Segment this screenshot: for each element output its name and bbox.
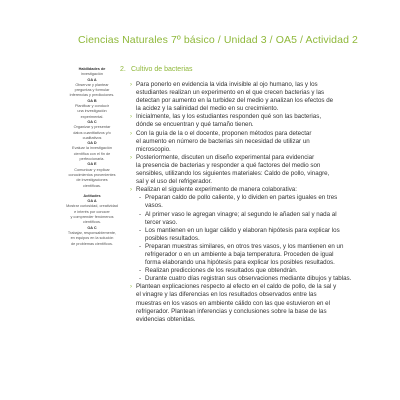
chevron-right-icon: › <box>130 154 132 161</box>
step-text: la acidez y la salinidad del medio en su crecimiento. <box>136 105 279 113</box>
step-text: dónde se encuentran y qué tamaño tienen. <box>136 121 254 129</box>
substep-text: Preparan caldo de pollo caliente, y lo dividen en partes iguales en tres <box>145 194 338 202</box>
sidebar-heading: OA B <box>87 98 97 103</box>
step-text: muestras en los vasos en ambiente cálido con las que estuvieron en el <box>136 299 330 307</box>
step-text: Plantean explicaciones respecto al efecto en el caldo de pollo, de la sal y <box>136 283 337 291</box>
substep-text: Durante cuatro días registran sus observaciones mediante dibujos y tablas. <box>145 275 352 283</box>
activity-step <box>120 186 358 194</box>
learning-objectives-sidebar <box>66 67 118 247</box>
dash-icon: - <box>139 226 142 234</box>
step-text: refrigerador. Plantean inferencias y conclusiones sobre la base de las <box>136 307 327 315</box>
dash-icon: - <box>139 210 142 218</box>
section-number: 2. <box>120 66 126 73</box>
step-text: el vinagre y las diferencias en los resultados observados entre las <box>136 291 317 299</box>
sidebar-text: una investigación <box>77 109 107 114</box>
dash-icon: - <box>139 275 142 283</box>
step-text: el aumento en número de bacterias sin necesidad de utilizar un <box>136 137 310 145</box>
sidebar-text: perfeccionarla. <box>79 157 105 162</box>
experiment-substep <box>120 227 358 243</box>
sidebar-heading: Habilidades de <box>78 67 106 71</box>
sidebar-text: y comprender fenómenos <box>70 215 114 220</box>
substep-text: posibles resultados. <box>145 234 200 242</box>
substep-text: Preparan muestras similares, en otros tres vasos, y los mantienen en un <box>145 242 344 250</box>
sidebar-heading: Actitudes <box>83 193 101 198</box>
dash-icon: - <box>139 242 142 250</box>
step-text: sal y el uso del refrigerador. <box>136 178 213 186</box>
sidebar-text: conocimientos provenientes <box>68 172 116 177</box>
sidebar-text: Comunicar y explicar <box>74 167 110 172</box>
sidebar-heading: OA A <box>87 77 97 82</box>
substep-text: Realizan predicciones de los resultados que obtendrán. <box>145 267 298 275</box>
activity-step <box>120 154 358 186</box>
step-text: Con la guía de la o el docente, proponen métodos para detectar <box>136 129 312 137</box>
activity-step <box>120 283 358 323</box>
sidebar-text: Planificar y conducir <box>75 104 109 109</box>
sidebar-text: Evaluar la investigación <box>72 146 112 151</box>
sidebar-text: investigación <box>81 72 103 77</box>
substep-text: vasos. <box>145 202 163 210</box>
sidebar-text: científicos. <box>83 220 101 225</box>
step-text: detectan por aumento en la turbidez del medio y analizan los efectos de <box>136 97 334 105</box>
step-text: Inicialmente, las y los estudiantes responden qué son las bacterias, <box>136 113 322 121</box>
substep-text: Al primer vaso le agregan vinagre; al segundo le añaden sal y nada al <box>145 210 337 218</box>
sidebar-heading: OA C <box>87 119 97 124</box>
step-text: sensibles, utilizando los siguientes materiales: Caldo de pollo, vinagre, <box>136 170 330 178</box>
sidebar-text: científicas. <box>83 183 101 188</box>
activity-step <box>120 130 358 154</box>
chevron-right-icon: › <box>130 130 132 137</box>
substep-text: Los mantienen en un lugar cálido y elaboran hipótesis para explicar los <box>145 226 340 234</box>
sidebar-text: inferencias y predicciones. <box>69 93 115 98</box>
experiment-substep <box>120 211 358 227</box>
step-text: evidencias obtenidas. <box>136 315 196 323</box>
substep-text: forma elaborando una hipótesis para explicar los posibles resultados. <box>145 259 335 267</box>
activity-steps-list <box>120 81 358 324</box>
sidebar-text: preguntas y formular <box>74 88 110 93</box>
chevron-right-icon: › <box>130 187 132 194</box>
page-title: Ciencias Naturales 7º básico / Unidad 3 / OA5 / Actividad 2 <box>78 34 358 46</box>
activity-step <box>120 81 358 113</box>
sidebar-text: de investigaciones <box>76 178 108 183</box>
section-title: Cultivo de bacterias <box>131 66 193 73</box>
sidebar-text: Organizar y presentar <box>73 125 111 130</box>
section-heading <box>120 66 358 73</box>
step-text: Para ponerlo en evidencia la vida invisible al ojo humano, las y los <box>136 81 318 88</box>
sidebar-text: de problemas científicos. <box>71 241 113 246</box>
experiment-substep <box>120 267 358 275</box>
step-text: microscopio. <box>136 145 171 153</box>
chevron-right-icon: › <box>130 114 132 121</box>
experiment-substep <box>120 243 358 267</box>
experiment-substep <box>120 275 358 283</box>
chevron-right-icon: › <box>130 82 132 88</box>
sidebar-text: e interés por conocer <box>74 209 110 214</box>
activity-step <box>120 113 358 129</box>
sidebar-text: cualitativos <box>82 135 102 140</box>
sidebar-text: Mostrar curiosidad, creatividad <box>66 204 118 209</box>
substep-text: refrigerador o en un ambiente a baja temperatura. Proceden de igual <box>145 250 334 258</box>
sidebar-heading: OA E <box>87 162 97 167</box>
experiment-substep <box>120 194 358 210</box>
sidebar-text: experimental. <box>80 114 104 119</box>
step-text: Posteriormente, discuten un diseño experimental para evidenciar <box>136 153 315 161</box>
sidebar-text: datos cuantitativos y/o <box>73 130 111 135</box>
dash-icon: - <box>139 194 142 202</box>
sidebar-text: Observar y plantear <box>75 82 109 87</box>
substep-text: tercer vaso. <box>145 218 178 226</box>
step-text: estudiantes realizan un experimento en el que crecen bacterias y las <box>136 89 325 97</box>
sidebar-heading: OA C <box>87 225 97 230</box>
sidebar-text: Trabajar, responsablemente, <box>67 230 117 235</box>
main-content <box>120 66 358 324</box>
chevron-right-icon: › <box>130 284 132 291</box>
sidebar-heading: OA A <box>87 199 97 204</box>
step-text: la presencia de bacterias y responder a qué factores del medio son <box>136 161 321 169</box>
step-text: Realizan el siguiente experimento de manera colaborativa: <box>136 186 297 194</box>
sidebar-text: en equipos en la solución <box>70 236 114 241</box>
dash-icon: - <box>139 267 142 275</box>
sidebar-text: científica con el fin de <box>73 151 111 156</box>
sidebar-heading: OA D <box>87 141 97 146</box>
